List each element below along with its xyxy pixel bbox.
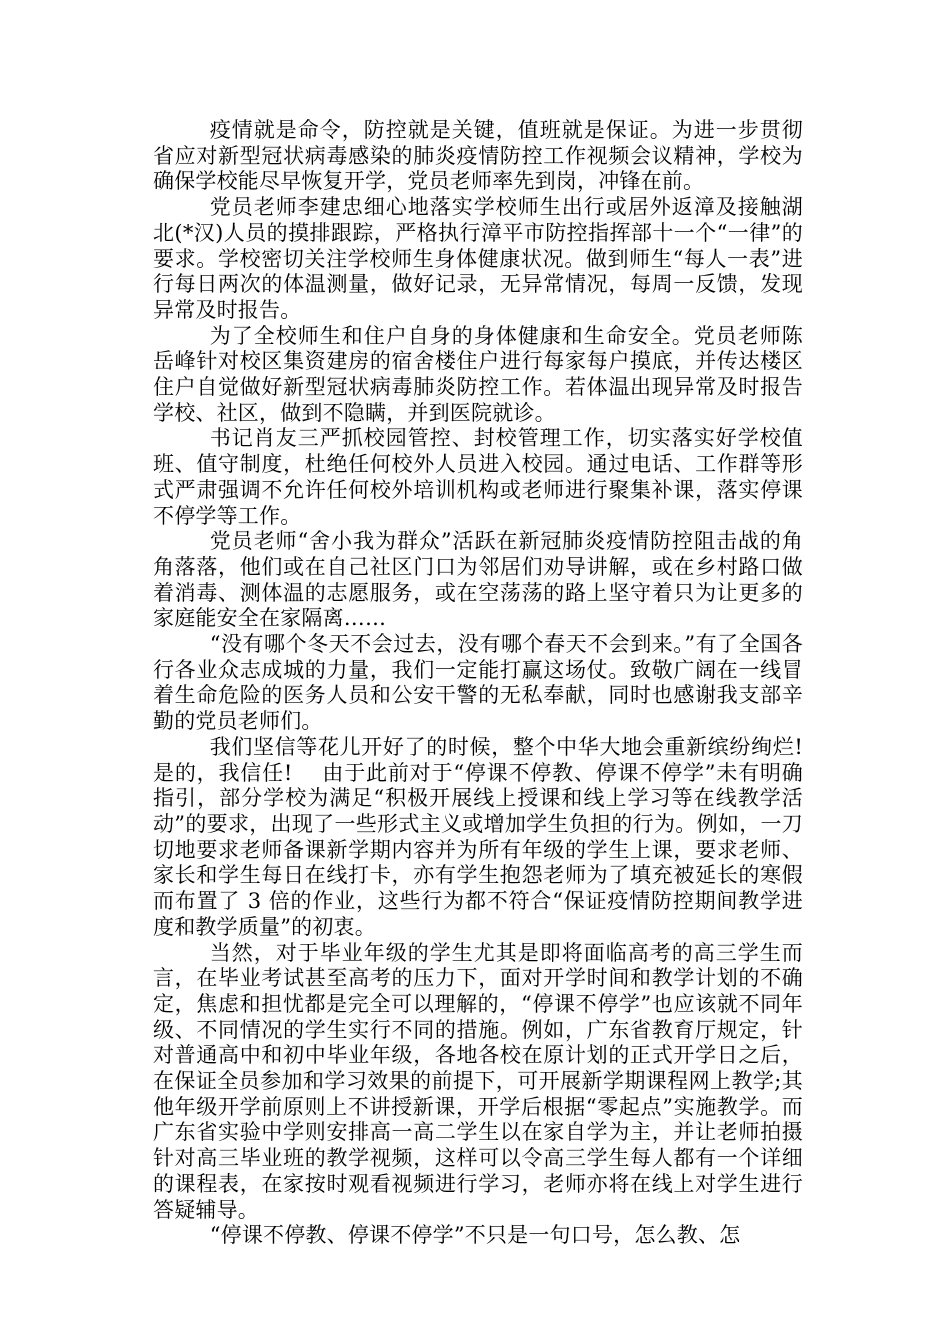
- paragraph-6: “没有哪个冬天不会过去，没有哪个春天不会到来。”有了全国各行各业众志成城的力量，我们一定能打赢这场仗。致敬广阔在一线冒着生命危险的医务人员和公安干警的无私奉献，同时也感谢我支部辛勤的党员老师们。: [153, 632, 803, 734]
- paragraph-7: 我们坚信等花儿开好了的时候，整个中华大地会重新缤纷绚烂!是的，我信任! 由于此前对于“停课不停教、停课不停学”未有明确指引，部分学校为满足“积极开展线上授课和线上学习等在线教学活动”的要求，出现了一些形式主义或增加学生负担的行为。例如，一刀切地要求老师备课新学期内容并为所有年级的学生上课，要求老师、家长和学生每日在线打卡，亦有学生抱怨老师为了填充被延长的寒假而布置了 3 倍的作业，这些行为都不符合“保证疫情防控期间教学进度和教学质量”的初衷。: [153, 734, 803, 939]
- paragraph-3: 为了全校师生和住户自身的身体健康和生命安全。党员老师陈岳峰针对校区集资建房的宿舍楼住户进行每家每户摸底，并传达楼区住户自觉做好新型冠状病毒肺炎防控工作。若体温出现异常及时报告学校、社区，做到不隐瞒，并到医院就诊。: [153, 323, 803, 425]
- paragraph-2: 党员老师李建忠细心地落实学校师生出行或居外返漳及接触湖北(*汉)人员的摸排跟踪，严格执行漳平市防控指挥部十一个“一律”的要求。学校密切关注学校师生身体健康状况。做到师生“每人一表”进行每日两次的体温测量，做好记录，无异常情况，每周一反馈，发现异常及时报告。: [153, 195, 803, 322]
- paragraph-1: 疫情就是命令，防控就是关键，值班就是保证。为进一步贯彻省应对新型冠状病毒感染的肺炎疫情防控工作视频会议精神，学校为确保学校能尽早恢复开学，党员老师率先到岗，冲锋在前。: [153, 118, 803, 194]
- paragraph-4: 书记肖友三严抓校园管控、封校管理工作，切实落实好学校值班、值守制度，杜绝任何校外人员进入校园。通过电话、工作群等形式严肃强调不允许任何校外培训机构或老师进行聚集补课，落实停课不停学等工作。: [153, 426, 803, 528]
- body-text: [153, 118, 803, 1249]
- paragraph-9: “停课不停教、停课不停学”不只是一句口号，怎么教、怎: [209, 1223, 741, 1248]
- paragraph-5: 党员老师“舍小我为群众”活跃在新冠肺炎疫情防控阻击战的角角落落，他们或在自己社区门口为邻居们劝导讲解，或在乡村路口做着消毒、测体温的志愿服务，或在空荡荡的路上坚守着只为让更多的家庭能安全在家隔离……: [153, 529, 803, 631]
- paragraph-8: 当然，对于毕业年级的学生尤其是即将面临高考的高三学生而言，在毕业考试甚至高考的压力下，面对开学时间和教学计划的不确定，焦虑和担忧都是完全可以理解的，“停课不停学”也应该就不同年级、不同情况的学生实行不同的措施。例如，广东省教育厅规定，针对普通高中和初中毕业年级，各地各校在原计划的正式开学日之后，在保证全员参加和学习效果的前提下，可开展新学期课程网上教学;其他年级开学前原则上不讲授新课，开学后根据“零起点”实施教学。而广东省实验中学则安排高一高二学生以在家自学为主，并让老师拍摄针对高三毕业班的教学视频，这样可以令高三学生每人都有一个详细的课程表，在家按时观看视频进行学习，老师亦将在线上对学生进行答疑辅导。: [153, 940, 803, 1222]
